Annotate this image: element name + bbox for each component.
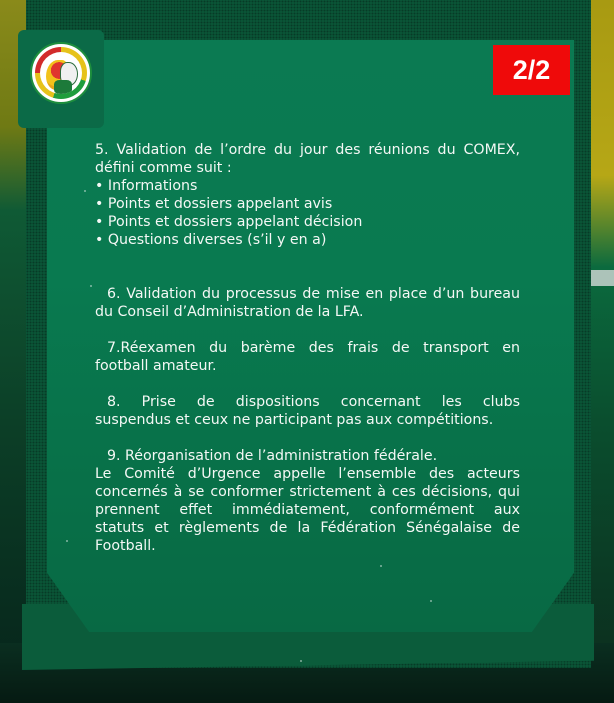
item-5: [95, 141, 520, 249]
page-counter-badge: 2/2: [493, 45, 570, 95]
item-8: [95, 393, 520, 429]
item-6: [95, 285, 520, 321]
item-7-line-2: football amateur.: [95, 358, 217, 374]
item-9-line-1: 9. Réorganisation de l’administration fédérale.: [107, 448, 438, 464]
decorative-speck: [380, 565, 382, 567]
communique-body: [95, 141, 520, 555]
decorative-speck: [90, 285, 92, 287]
closing-line: Football.: [95, 538, 156, 554]
bullet-item: • Questions diverses (s’il y en a): [95, 231, 520, 249]
item-6-line-1: 6. Validation du processus de mise en place d’un bureau: [107, 286, 520, 302]
item-8-line-1: 8. Prise de dispositions concernant les clubs: [107, 394, 520, 410]
item-8-line-2: suspendus et ceux ne participant pas aux compétitions.: [95, 412, 494, 428]
closing-line: statuts et règlements de la Fédération Sénégalaise de: [95, 520, 520, 536]
closing-statement: [95, 465, 520, 555]
decorative-speck: [84, 190, 86, 192]
item-7: [95, 339, 520, 375]
closing-line: Le Comité d’Urgence appelle l’ensemble des acteurs: [95, 466, 520, 482]
bullet-item: • Points et dossiers appelant décision: [95, 213, 520, 231]
decorative-speck: [430, 600, 432, 602]
item-5-line-1: 5. Validation de l’ordre du jour des réunions du COMEX,: [95, 142, 520, 158]
item-7-line-1: 7.Réexamen du barème des frais de transport en: [107, 340, 520, 356]
item-6-line-2: du Conseil d’Administration de la LFA.: [95, 304, 364, 320]
lion-body-icon: [54, 80, 72, 94]
bullet-item: • Points et dossiers appelant avis: [95, 195, 520, 213]
item-5-line-2: défini comme suit :: [95, 160, 232, 176]
logo-lion: [40, 52, 82, 94]
closing-line: prennent effet immédiatement, conformément aux: [95, 502, 520, 518]
decorative-speck: [66, 540, 68, 542]
decorative-speck: [300, 660, 302, 662]
fsf-logo-icon: [30, 42, 92, 104]
closing-line: concernés à se conformer strictement à ces décisions, qui: [95, 484, 520, 500]
bullet-item: • Informations: [95, 177, 520, 195]
item-9: [95, 447, 520, 465]
